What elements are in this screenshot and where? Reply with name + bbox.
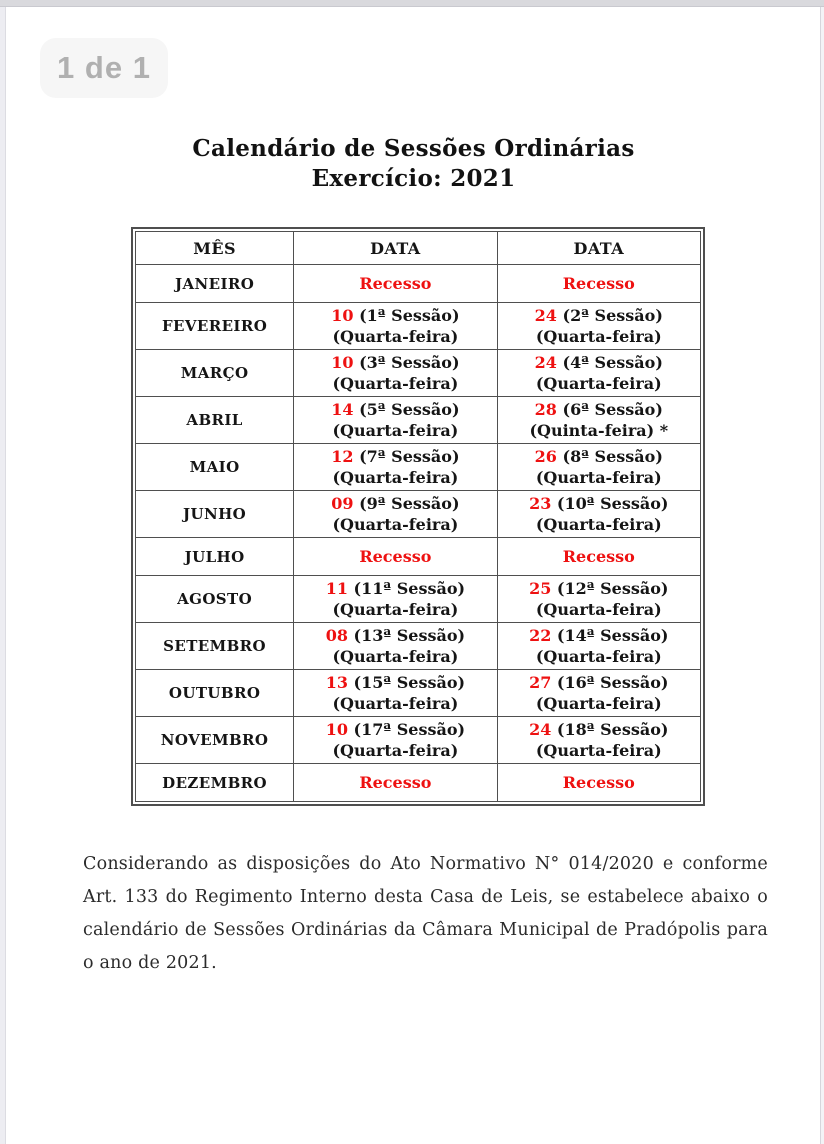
session-cell [497,444,700,491]
session-cell [294,764,497,802]
session-cell [294,670,497,717]
document-title [7,134,820,194]
session-cell [294,303,497,350]
header-mes: MÊS [136,232,294,265]
month-cell: MAIO [136,444,294,491]
header-data-2: DATA [497,232,700,265]
document-page [7,8,820,1144]
session-weekday: (Quarta-feira) [332,327,459,346]
table-row [136,717,701,764]
table-row [136,265,701,303]
table-row [136,444,701,491]
viewer-top-edge [0,0,824,7]
session-weekday: (Quarta-feira) [535,647,662,666]
month-cell: SETEMBRO [136,623,294,670]
session-label: (14ª Sessão) [551,626,669,645]
session-label: (10ª Sessão) [551,494,669,513]
session-weekday: (Quarta-feira) [332,468,459,487]
session-label: (13ª Sessão) [347,626,466,645]
session-label: (11ª Sessão) [347,579,466,598]
document-title-line2: Exercício: 2021 [311,165,516,192]
month-cell: MARÇO [136,350,294,397]
session-cell [497,717,700,764]
session-label: (7ª Sessão) [353,447,460,466]
session-weekday: (Quarta-feira) [535,515,662,534]
session-cell [497,764,700,802]
session-cell [497,350,700,397]
session-weekday: (Quarta-feira) [332,741,459,760]
footer-paragraph: Considerando as disposições do Ato Normativo N° 014/2020 e conforme Art. 133 do Regimento Interno desta Casa de Leis, se estabelece abaixo o calendário de Sessões Ordinárias da Câmara Municipal de Pradópolis para o ano de 2021. [83,854,768,973]
session-date: 24 [529,720,552,739]
session-date: 27 [529,673,552,692]
table-row [136,491,701,538]
session-weekday: (Quarta-feira) [535,374,662,393]
session-label: (1ª Sessão) [353,306,460,325]
session-cell [497,576,700,623]
session-label: (18ª Sessão) [551,720,669,739]
session-date: Recesso [359,274,432,293]
session-weekday: (Quarta-feira) [535,741,662,760]
session-weekday: (Quarta-feira) [535,468,662,487]
session-label: (4ª Sessão) [556,353,663,372]
session-date: 22 [529,626,552,645]
session-cell [497,623,700,670]
session-weekday: (Quarta-feira) [535,694,662,713]
session-cell [497,303,700,350]
session-cell [294,350,497,397]
session-cell [294,538,497,576]
session-date: 10 [331,353,354,372]
session-weekday: (Quarta-feira) [332,694,459,713]
session-date: 11 [325,579,348,598]
session-label: (15ª Sessão) [347,673,466,692]
session-date: Recesso [562,773,635,792]
session-date: 23 [529,494,552,513]
header-data-1: DATA [294,232,497,265]
session-weekday: (Quinta-feira) * [529,421,669,440]
viewer-left-edge [0,7,6,1144]
session-date: 12 [331,447,354,466]
table-row [136,350,701,397]
session-date: Recesso [562,274,635,293]
document-title-line1: Calendário de Sessões Ordinárias [192,135,635,162]
session-label: (12ª Sessão) [551,579,669,598]
session-cell [294,491,497,538]
page-indicator-badge [40,38,168,98]
session-cell [497,397,700,444]
sessions-table [135,231,701,802]
session-date: 10 [325,720,348,739]
month-cell: AGOSTO [136,576,294,623]
table-row [136,670,701,717]
table-row [136,764,701,802]
sessions-table-wrapper [131,227,705,806]
session-date: 14 [331,400,354,419]
table-row [136,623,701,670]
session-cell [294,265,497,303]
session-label: (5ª Sessão) [353,400,460,419]
table-row [136,303,701,350]
month-cell: DEZEMBRO [136,764,294,802]
session-date: Recesso [359,547,432,566]
session-date: Recesso [562,547,635,566]
session-weekday: (Quarta-feira) [535,327,662,346]
table-header-row [136,232,701,265]
month-cell: JANEIRO [136,265,294,303]
session-weekday: (Quarta-feira) [332,600,459,619]
table-row [136,397,701,444]
session-label: (17ª Sessão) [347,720,466,739]
viewer-right-edge [820,7,824,1144]
session-date: 28 [534,400,557,419]
session-cell [497,538,700,576]
month-cell: FEVEREIRO [136,303,294,350]
session-cell [497,265,700,303]
month-cell: NOVEMBRO [136,717,294,764]
month-cell: JUNHO [136,491,294,538]
table-row [136,576,701,623]
session-weekday: (Quarta-feira) [535,600,662,619]
session-label: (8ª Sessão) [556,447,663,466]
session-label: (16ª Sessão) [551,673,669,692]
session-weekday: (Quarta-feira) [332,515,459,534]
month-cell: OUTUBRO [136,670,294,717]
session-weekday: (Quarta-feira) [332,647,459,666]
session-cell [294,444,497,491]
session-label: (2ª Sessão) [556,306,663,325]
session-date: 13 [325,673,348,692]
session-date: 10 [331,306,354,325]
table-row [136,538,701,576]
session-weekday: (Quarta-feira) [332,421,459,440]
session-date: 26 [534,447,557,466]
session-date: Recesso [359,773,432,792]
session-date: 08 [325,626,348,645]
session-date: 24 [534,306,557,325]
session-weekday: (Quarta-feira) [332,374,459,393]
session-cell [294,717,497,764]
session-cell [294,576,497,623]
session-label: (6ª Sessão) [556,400,663,419]
session-date: 25 [529,579,552,598]
session-date: 24 [534,353,557,372]
session-cell [294,397,497,444]
session-cell [294,623,497,670]
session-cell [497,491,700,538]
session-cell [497,670,700,717]
session-label: (9ª Sessão) [353,494,460,513]
page-indicator-label: 1 de 1 [57,50,151,85]
session-date: 09 [331,494,354,513]
month-cell: ABRIL [136,397,294,444]
month-cell: JULHO [136,538,294,576]
session-label: (3ª Sessão) [353,353,460,372]
